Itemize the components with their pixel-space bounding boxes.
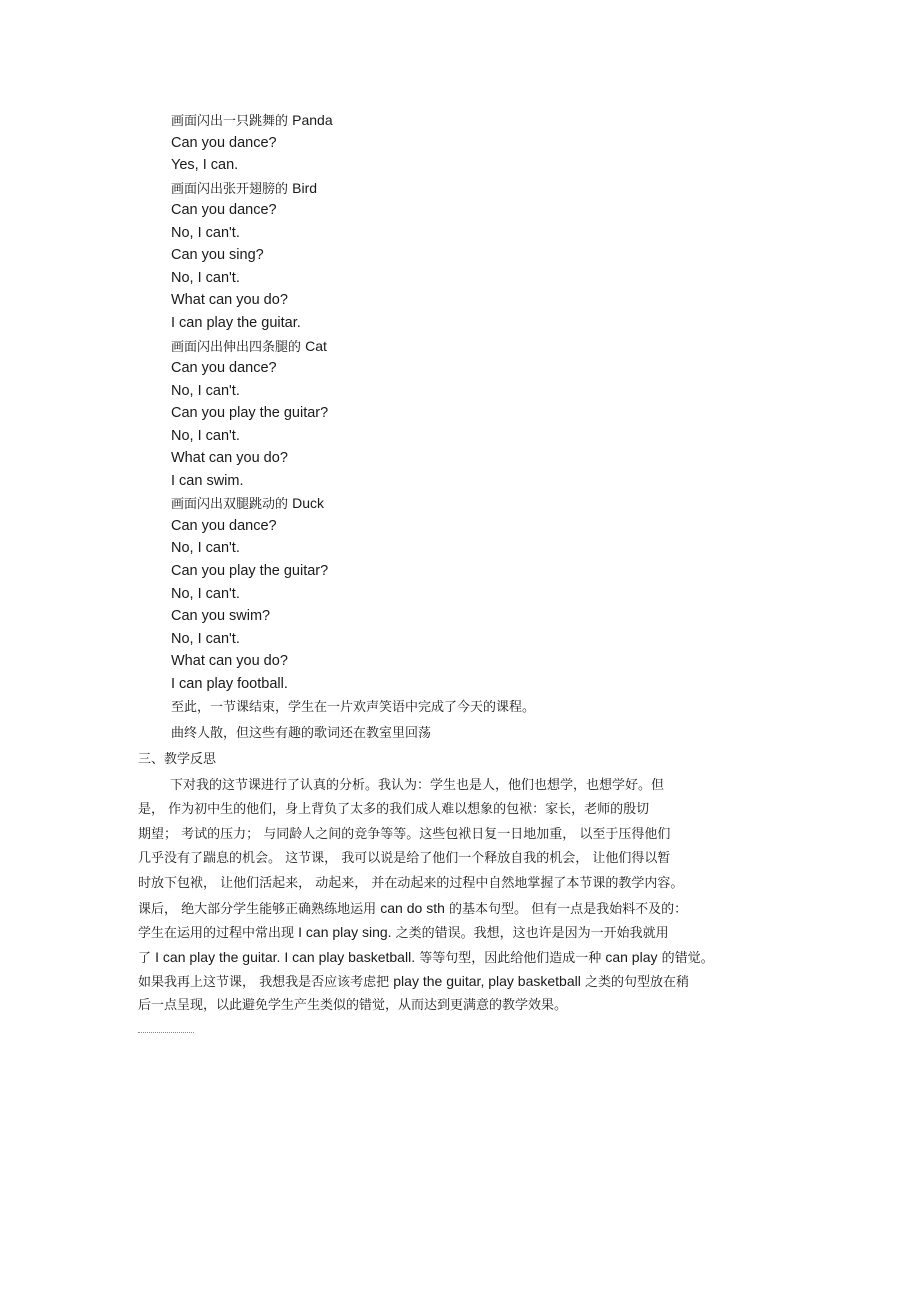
- dialogue-line: Can you play the guitar?: [171, 563, 329, 579]
- dialogue-line: What can you do?: [171, 653, 288, 669]
- dialogue-line: I can play the guitar.: [171, 315, 301, 331]
- dialogue-line: Yes, I can.: [171, 157, 239, 173]
- reflection-line: 几乎没有了踹息的机会。 这节课， 我可以说是给了他们一个释放自我的机会， 让他们得以暂: [138, 851, 671, 866]
- dialogue-line: No, I can't.: [171, 383, 240, 399]
- dialogue-line: No, I can't.: [171, 270, 240, 286]
- dialogue-line: Can you dance?: [171, 360, 277, 376]
- dialogue-line: Can you sing?: [171, 247, 264, 263]
- reflection-line: 时放下包袱， 让他们活起来， 动起来， 并在动起来的过程中自然地掌握了本节课的教学内容。: [138, 876, 684, 891]
- footnote-divider: [138, 1032, 194, 1033]
- dialogue-line: Can you dance?: [171, 135, 277, 151]
- reflection-line: 如果我再上这节课， 我想我是否应该考虑把 play the guitar, play basketball 之类的句型放在稍: [138, 973, 689, 990]
- dialogue-line: Can you dance?: [171, 518, 277, 534]
- dialogue-line: No, I can't.: [171, 428, 240, 444]
- reflection-line: 期望； 考试的压力； 与同龄人之间的竞争等等。这些包袱日复一日地加重， 以至于压得他们: [138, 827, 671, 842]
- dialogue-line: Can you swim?: [171, 608, 271, 624]
- dialogue-line: I can play football.: [171, 676, 288, 692]
- reflection-line: 是， 作为初中生的他们，身上背负了太多的我们成人难以想象的包袱：家长，老师的殷切: [138, 802, 650, 817]
- dialogue-line: What can you do?: [171, 450, 288, 466]
- dialogue-line: 画面闪出张开翅膀的 Bird: [171, 180, 318, 197]
- reflection-line: 课后， 绝大部分学生能够正确熟练地运用 can do sth 的基本句型。 但有一点是我始料不及的：: [138, 900, 688, 917]
- section-heading: 三、教学反思: [138, 752, 217, 767]
- reflection-line: 下对我的这节课进行了认真的分析。我认为：学生也是人，他们也想学，也想学好。但: [170, 778, 665, 793]
- closing-line: 曲终人散，但这些有趣的歌词还在教室里回荡: [171, 726, 432, 741]
- dialogue-line: 画面闪出伸出四条腿的 Cat: [171, 338, 327, 355]
- reflection-line: 后一点呈现，以此避免学生产生类似的错觉，从而达到更满意的教学效果。: [138, 998, 568, 1013]
- dialogue-line: No, I can't.: [171, 540, 240, 556]
- dialogue-line: No, I can't.: [171, 631, 240, 647]
- reflection-line: 学生在运用的过程中常出现 I can play sing. 之类的错误。我想，这也许是因为一开始我就用: [138, 924, 669, 941]
- dialogue-line: 画面闪出双腿跳动的 Duck: [171, 495, 325, 512]
- dialogue-line: Can you dance?: [171, 202, 277, 218]
- dialogue-line: I can swim.: [171, 473, 244, 489]
- reflection-line: 了 I can play the guitar. I can play basketball. 等等句型，因此给他们造成一种 can play 的错觉。: [138, 949, 714, 966]
- dialogue-line: No, I can't.: [171, 586, 240, 602]
- closing-line: 至此，一节课结束，学生在一片欢声笑语中完成了今天的课程。: [171, 700, 536, 715]
- dialogue-line: Can you play the guitar?: [171, 405, 329, 421]
- dialogue-line: 画面闪出一只跳舞的 Panda: [171, 112, 333, 129]
- dialogue-line: What can you do?: [171, 292, 288, 308]
- dialogue-line: No, I can't.: [171, 225, 240, 241]
